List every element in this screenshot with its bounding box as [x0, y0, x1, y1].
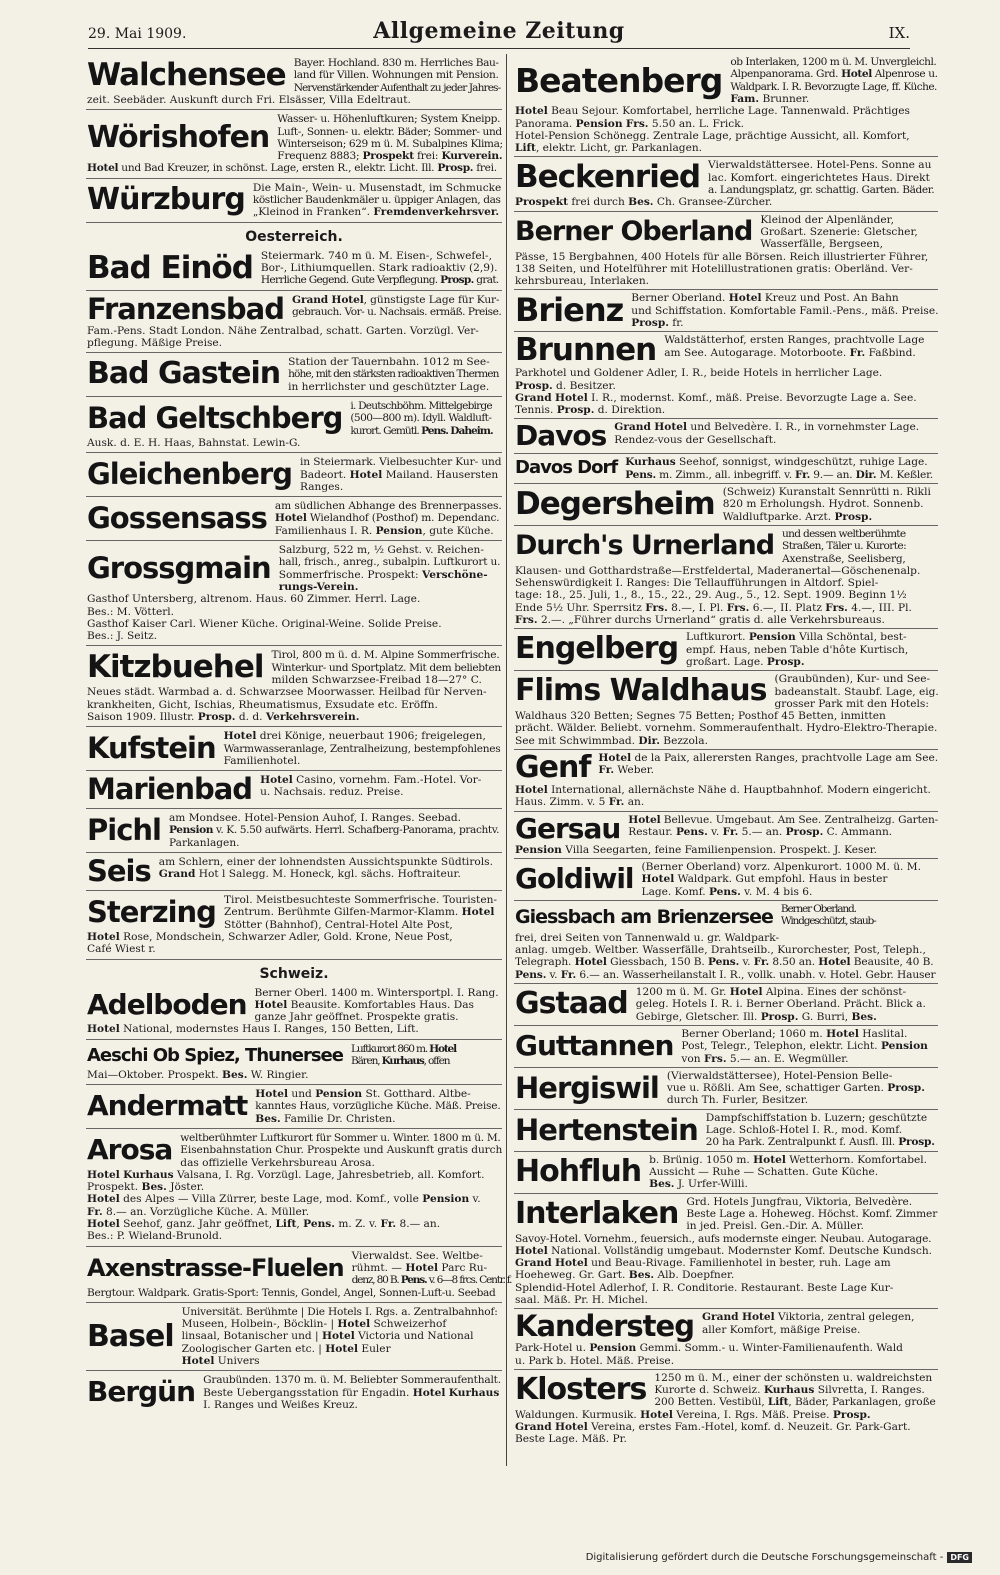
ad-line: rungs-Verein.: [278, 580, 359, 593]
ad-line: das offizielle Verkehrsbureau Arosa.: [180, 1156, 375, 1169]
ad-extra-line: Hotel Seehof, ganz. Jahr geöffnet, Lift, Pens. m. Z. v. Fr. 8.— an.: [87, 1218, 441, 1231]
ad-title-gossensass: Gossensass: [87, 501, 267, 536]
ad-line: und dessen weltberühmte: [782, 527, 906, 540]
ad-line: 1250 m ü. M., einer der schönsten u. waldreichsten: [654, 1371, 933, 1384]
ad-line: Hotel Waldpark. Gut empfohl. Haus in bester: [641, 873, 888, 886]
ad-line: Lage. Komf. Pens. v. M. 4 bis 6.: [641, 885, 813, 898]
ad-title-gstaad: Gstaad: [515, 986, 628, 1022]
ad-basel: [86, 1302, 502, 1371]
ad-line: Lage. Schloß-Hotel I. R., mod. Komf.: [705, 1124, 903, 1137]
ad-line: Dampfschiffstation b. Luzern; geschützte: [705, 1111, 928, 1124]
ad-title-arosa: Arosa: [87, 1132, 173, 1166]
ad-line: Grand Hotel und Belvedère. I. R., in vornehmster Lage.: [614, 421, 920, 434]
ad-extra-line: Pens. v. Fr. 6.— an. Wasserheilanstalt I. R., vollk. unabh. v. Hotel. Gebr. Hauser: [515, 968, 936, 981]
ad-extra-line: Gasthof Kaiser Carl. Wiener Küche. Original-Weine. Solide Preise.: [87, 617, 442, 630]
ad-line: Warmwasseranlage, Zentralheizung, bestempfohlenes: [223, 742, 501, 755]
ad-line: Winterseison; 629 m ü. M. Subalpines Klima;: [277, 137, 503, 150]
ad-degersheim: [514, 483, 938, 525]
ad-title-bad-gastein: Bad Gastein: [87, 356, 281, 392]
ad-berner-oberland: [514, 211, 938, 290]
ad-extra-line: Prospekt. Bes. Jöster.: [87, 1181, 205, 1194]
ad-line: Zoologischer Garten etc. | Hotel Euler: [181, 1342, 391, 1355]
ad-line: Winterkur- und Sportplatz. Mit dem beliebten: [271, 661, 501, 674]
ad-davos-dorf: [514, 453, 938, 483]
ad-line: Gebirge, Gletscher. Ill. Prosp. G. Burri, Bes.: [635, 1010, 877, 1023]
ad-extra-line: Fr. 8.— an. Vorzügliche Küche. A. Müller.: [87, 1205, 310, 1218]
ad-line: Pension v. K. 5.50 aufwärts. Herrl. Schafberg-Panorama, prachtv.: [168, 824, 500, 837]
ad-title-giessbach: Giessbach am Brienzersee: [515, 905, 773, 928]
ad-line: Hotel Beausite. Komfortables Haus. Das: [254, 998, 474, 1011]
ad-line: Parkanlagen.: [168, 836, 240, 849]
section-heading: Schweiz.: [86, 959, 502, 984]
ad-extra-line: Saison 1909. Illustr. Prosp. d. d. Verkehrsverein.: [87, 710, 360, 723]
ad-title-adelboden: Adelboden: [87, 987, 247, 1021]
ad-extra-line: Grand Hotel Vereina, erstes Fam.-Hotel, komf. d. Neuzeit. Gr. Park-Gart.: [515, 1421, 911, 1434]
ad-line: von Frs. 5.— an. E. Wegmüller.: [681, 1052, 849, 1065]
ad-line: Beste Lage a. Hoheweg. Höchst. Komf. Zimmer: [686, 1207, 938, 1220]
ad-line: Sommerfrische. Prospekt: Verschöne-: [278, 568, 488, 581]
ad-durchs-urnerland: [514, 525, 938, 628]
ad-extra-line: Ausk. d. E. H. Haas, Bahnstat. Lewin-G.: [87, 436, 301, 449]
ad-kitzbuehel: [86, 645, 502, 726]
ad-line: und Schiffstation. Komfortable Famil.-Pens., mäß. Preise.: [631, 304, 939, 317]
ad-extra-line: Haus. Zimm. v. 5 Fr. an.: [515, 796, 645, 809]
ad-title-guttannen: Guttannen: [515, 1028, 674, 1062]
ad-sterzing: [86, 890, 502, 959]
ad-line: Grd. Hotels Jungfrau, Viktoria, Belvedère.: [686, 1195, 913, 1208]
ad-genf: [514, 749, 938, 811]
ad-extra-line: Panorama. Pension Frs. 5.50 an. L. Frick.: [515, 117, 744, 130]
ad-line: großart. Lage. Prosp.: [686, 655, 805, 668]
ad-title-berner-oberland: Berner Oberland: [515, 215, 753, 247]
ad-title-brienz: Brienz: [515, 291, 624, 330]
ad-line: am See. Autogarage. Motorboote. Fr. Faßbind.: [664, 346, 916, 359]
ad-line: Berner Oberland; 1060 m. Hotel Haslital.: [681, 1027, 908, 1040]
ad-line: I. Ranges und Weißes Kreuz.: [203, 1398, 358, 1411]
ad-line: am Mondsee. Hotel-Pension Auhof, I. Ranges. Seebad.: [168, 812, 461, 825]
ad-line: Hotel de la Paix, allerersten Ranges, prachtvolle Lage am See.: [598, 752, 939, 765]
ad-line: Station der Tauernbahn. 1012 m See-: [288, 356, 490, 369]
ad-line: Tirol, 800 m ü. d. M. Alpine Sommerfrische.: [271, 649, 500, 662]
ad-title-axenstrasse: Axenstrasse-Fluelen: [87, 1253, 344, 1282]
ad-extra-line: anlag. umgeb. Weltber. Wasserfälle, Drahtseilb., Kurorchester, Post, Teleph.,: [515, 944, 926, 957]
ad-hohfluh: [514, 1151, 938, 1193]
ad-line: Kurhaus Seehof, sonnigst, windgeschützt, ruhige Lage.: [625, 456, 928, 469]
ad-line: Bayer. Hochland. 830 m. Herrliches Bau-: [293, 57, 499, 69]
ad-extra-line: Bes.: P. Wieland-Brunold.: [87, 1230, 223, 1243]
ad-line: Vierwaldst. See. Weltbe-: [351, 1249, 483, 1262]
ad-extra-line: Ende 5½ Uhr. Sperrsitz Frs. 8.—, I. Pl. Frs. 6.—, II. Platz Frs. 4.—, III. Pl.: [515, 601, 912, 614]
ad-line: Waldpark. I. R. Bevorzugte Lage, ff. Küche.: [730, 80, 937, 93]
ad-line: ob Interlaken, 1200 m ü. M. Unvergleichl.: [730, 56, 937, 68]
ad-line: Tirol. Meistbesuchteste Sommerfrische. Touristen-: [223, 894, 497, 907]
ad-line: köstlicher Baudenkmäler u. üppiger Anlagen, das: [252, 194, 501, 206]
ad-extra-line: Beste Lage. Mäß. Pr.: [515, 1433, 627, 1446]
ad-extra-line: Hotel und Bad Kreuzer, in schönst. Lage, ersten R., elektr. Licht. Ill. Prosp. frei.: [87, 162, 497, 175]
ad-line: durch Th. Furler, Besitzer.: [666, 1094, 809, 1107]
ad-line: 20 ha Park. Zentralpunkt f. Ausfl. Ill. Prosp.: [705, 1136, 935, 1149]
ad-line: Steiermark. 740 m ü. M. Eisen-, Schwefel-,: [260, 249, 492, 262]
ad-line: Straßen, Täler u. Kurorte:: [782, 540, 907, 553]
ad-extra-line: Neues städt. Warmbad a. d. Schwarzsee Moorwasser. Heilbad für Nerven-: [87, 686, 487, 699]
ad-line: Hotel Univers: [181, 1355, 260, 1368]
ad-extra-line: 138 Seiten, und Hotelführer mit Hotelillustrationen gratis: Oberländ. Ver-: [515, 262, 913, 275]
ad-title-engelberg: Engelberg: [515, 631, 679, 667]
ad-line: Badeort. Hotel Mailand. Hausersten: [300, 468, 499, 481]
ad-beatenberg: [514, 54, 938, 156]
ad-line: Wasser- u. Höhenluftkuren; System Kneipp.: [277, 113, 501, 126]
ad-line: Wasserfälle, Bergseen,: [760, 238, 883, 251]
ad-extra-line: Prosp. d. Besitzer.: [515, 379, 616, 392]
ad-title-degersheim: Degersheim: [515, 486, 715, 523]
ad-extra-line: u. Park b. Hotel. Mäß. Preise.: [515, 1354, 675, 1367]
ad-line: Universität. Berühmte | Die Hotels I. Rgs. a. Zentralbahnhof:: [181, 1305, 498, 1318]
ad-extra-line: Café Wiest r.: [87, 943, 156, 956]
ad-title-pichl: Pichl: [87, 813, 161, 848]
ad-extra-line: Hotel des Alpes — Villa Zürrer, beste Lage, mod. Komf., volle Pension v.: [87, 1193, 481, 1206]
page-header: [88, 18, 910, 48]
ad-title-bad-einoed: Bad Einöd: [87, 249, 253, 286]
ad-extra-line: saal. Mäß. Pr. H. Michel.: [515, 1293, 648, 1306]
ad-hergiswil: [514, 1067, 938, 1109]
ad-extra-line: Telegraph. Hotel Giessbach, 150 B. Pens. v. Fr. 8.50 an. Hotel Beausite, 40 B.: [515, 956, 934, 969]
ad-axenstrasse: [86, 1246, 512, 1302]
ad-line: Berner Oberl. 1400 m. Wintersportpl. I. Rang.: [254, 986, 499, 999]
ad-line: Grand Hotel, günstigste Lage für Kur-: [292, 293, 500, 306]
ad-line: denz, 80 B. Pens. v. 6—8 frcs. Centr. f.: [351, 1274, 512, 1287]
ad-extra-line: tage: 18., 25. Juli, 1., 8., 15., 22., 29. Aug., 5., 12. Sept. 1909. Beginn 1½: [515, 589, 907, 602]
ad-line: Hotel Wielandhof (Posthof) m. Dependanc.: [274, 512, 500, 525]
ad-extra-line: Mai—Oktober. Prospekt. Bes. W. Ringier.: [87, 1068, 309, 1081]
ad-extra-line: Tennis. Prosp. d. Direktion.: [515, 404, 666, 417]
ad-wuerzburg: [86, 178, 502, 222]
ad-title-basel: Basel: [87, 1318, 174, 1354]
ad-extra-line: Frs. 2.—. „Führer durchs Urnerland“ gratis d. alle Verkehrsbureaus.: [515, 614, 885, 627]
ad-line: linsaal, Botanischer und | Hotel Victoria und National: [181, 1330, 474, 1343]
ad-line: Die Main-, Wein- u. Musenstadt, im Schmucke: [252, 181, 502, 194]
ad-gossensass: [86, 496, 502, 540]
ad-grossgmain: [86, 540, 502, 645]
ad-line: Aussicht — Ruhe — Schatten. Gute Küche.: [649, 1165, 879, 1178]
ad-title-berguen: Bergün: [87, 1375, 196, 1409]
ad-line: Museen, Holbein-, Böcklin- | Hotel Schweizerhof: [181, 1318, 447, 1331]
ad-line: (Berner Oberland) vorz. Alpenkurort. 1000 M. ü. M.: [641, 860, 921, 873]
ad-line: am Schlern, einer der lohnendsten Aussichtspunkte Südtirols.: [158, 856, 493, 869]
ad-line: in jed. Preisl. Gen.-Dir. A. Müller.: [686, 1220, 864, 1233]
ad-line: weltberühmter Luftkurort für Sommer u. Winter. 1800 m ü. M.: [180, 1131, 501, 1144]
ad-bad-gastein: [86, 352, 502, 396]
ad-line: Ranges.: [300, 480, 344, 493]
ad-line: milden Schwarzsee-Freibad 18—27° C.: [271, 674, 482, 687]
ad-line: badeanstalt. Staubf. Lage, eig.: [774, 685, 939, 698]
ad-line: u. Nachsais. reduz. Preise.: [260, 786, 404, 799]
ad-line: Kleinod der Alpenländer,: [760, 213, 894, 226]
ad-line: Hotel drei Könige, neuerbaut 1906; freigelegen,: [223, 730, 486, 743]
ad-title-sterzing: Sterzing: [87, 895, 216, 930]
ad-line: aller Komfort, mäßige Preise.: [701, 1323, 861, 1336]
ad-line: Stötter (Bahnhof), Central-Hotel Alte Post,: [223, 918, 453, 931]
ad-line: Waldstätterhof, ersten Ranges, prachtvolle Lage: [664, 334, 925, 347]
ad-line: Frequenz 8883; Prospekt frei: Kurverein.: [277, 150, 503, 163]
ad-title-walchensee: Walchensee: [87, 57, 286, 93]
ad-line: rühmt. — Hotel Parc Ru-: [351, 1261, 488, 1274]
ad-flims-waldhaus: [514, 670, 938, 749]
ad-line: (Vierwaldstättersee), Hotel-Pension Belle-: [666, 1069, 893, 1082]
ad-title-davos: Davos: [515, 419, 607, 453]
ad-extra-line: Splendid-Hotel Adlerhof, I. R. Conditorie. Restaurant. Beste Lage Kur-: [515, 1281, 894, 1294]
ad-line: Rendez-vous der Gesellschaft.: [614, 433, 777, 446]
section-heading: Oesterreich.: [86, 222, 502, 247]
digitization-footer: [586, 1552, 972, 1563]
ad-line: in herrlichster und geschützter Lage.: [288, 380, 490, 393]
ad-franzensbad: [86, 290, 502, 353]
ad-line: Großart. Szenerie: Gletscher,: [760, 225, 918, 238]
ad-gersau: [514, 811, 938, 858]
ad-extra-line: Parkhotel und Goldener Adler, I. R., beide Hotels in herrlicher Lage.: [515, 367, 883, 380]
newspaper-title: Allgemeine Zeitung: [373, 18, 625, 44]
ad-guttannen: [514, 1025, 938, 1067]
ad-davos: [514, 418, 938, 453]
ad-line: i. Deutschböhm. Mittelgebirge: [350, 400, 492, 413]
ad-title-kufstein: Kufstein: [87, 731, 216, 766]
ad-line: Prosp. fr.: [631, 316, 684, 329]
ad-title-hergiswil: Hergiswil: [515, 1070, 659, 1105]
left-column: [86, 54, 512, 1464]
ad-line: Grand Hot l Salegg. M. Honeck, kgl. sächs. Hoftraiteur.: [158, 868, 461, 881]
ad-line: Grand Hotel Viktoria, zentral gelegen,: [701, 1311, 915, 1324]
ad-title-andermatt: Andermatt: [87, 1089, 248, 1123]
ad-line: Restaur. Pens. v. Fr. 5.— an. Prosp. C. Ammann.: [628, 825, 893, 838]
ad-line: Bor-, Lithiumquellen. Stark radioaktiv (2,9).: [260, 261, 498, 274]
ad-extra-line: Waldhaus 320 Betten; Segnes 75 Betten; Posthof 45 Betten, inmitten: [515, 710, 886, 723]
ad-extra-line: pflegung. Mäßige Preise.: [87, 336, 223, 349]
ad-extra-line: zeit. Seebäder. Auskunft durch Fri. Elsässer, Villa Edeltraut.: [87, 93, 411, 106]
ad-giessbach: [514, 900, 938, 983]
ad-extra-line: Klausen- und Gotthardstraße—Erstfeldertal, Maderanertal—Göschenenalp.: [515, 564, 921, 577]
ad-line: empf. Haus, neben Table d'hôte Kurtisch,: [686, 643, 909, 656]
ad-line: Herrliche Gegend. Gute Verpflegung. Prosp. grat.: [260, 274, 499, 287]
ad-title-goldiwil: Goldiwil: [515, 861, 634, 895]
dfg-logo: DFG: [947, 1552, 972, 1563]
ad-line: Hotel und Pension St. Gotthard. Altbe-: [255, 1088, 471, 1101]
ad-title-flims-waldhaus: Flims Waldhaus: [515, 673, 767, 709]
ad-extra-line: Lift, elektr. Licht, gr. Parkanlagen.: [515, 142, 703, 155]
ad-line: (Graubünden), Kur- und See-: [774, 673, 931, 686]
ad-line: Luft-, Sonnen- u. elektr. Bäder; Sommer- und: [277, 125, 502, 138]
ad-bad-geltschberg: [86, 396, 502, 452]
ad-walchensee: [86, 54, 502, 109]
ad-line: höhe, mit den stärksten radioaktiven Thermen: [288, 368, 499, 381]
ad-line: Vierwaldstättersee. Hotel-Pens. Sonne au: [708, 159, 932, 172]
ad-line: Bes. J. Urfer-Willi.: [649, 1178, 748, 1191]
ad-title-gleichenberg: Gleichenberg: [87, 457, 292, 492]
ad-seis: [86, 852, 502, 890]
ad-extra-line: Hoeheweg. Gr. Gart. Bes. Alb. Doepfner.: [515, 1269, 735, 1282]
ad-title-brunnen: Brunnen: [515, 332, 657, 369]
ad-line: 200 Betten. Vestibül, Lift, Bäder, Parkanlagen, große: [654, 1396, 936, 1409]
ad-bad-einoed: [86, 247, 502, 290]
ad-title-franzensbad: Franzensbad: [87, 291, 285, 326]
ad-line: Pens. m. Zimm., all. inbegriff. v. Fr. 9.— an. Dir. M. Keßler.: [625, 468, 933, 481]
ad-extra-line: Bes.: M. Vötterl.: [87, 605, 175, 618]
ad-line: vue u. Rößli. Am See, schattiger Garten. Prosp.: [666, 1082, 925, 1095]
ad-title-durchs-urnerland: Durch's Urnerland: [515, 529, 775, 561]
ad-extra-line: krankheiten, Gicht, Ischias, Rheumatismus, Exsudate etc. Eröffn.: [87, 698, 438, 711]
ad-title-wuerzburg: Würzburg: [87, 181, 245, 217]
ad-brunnen: [514, 331, 938, 418]
ad-title-hohfluh: Hohfluh: [515, 1153, 642, 1189]
ad-arosa: [86, 1128, 502, 1246]
ad-line: 820 m Erholungsh. Hydrot. Sonnenb.: [722, 498, 924, 511]
ad-line: grosser Park mit den Hotels:: [774, 697, 929, 710]
ad-line: Alpenpanorama. Grd. Hotel Alpenrose u.: [730, 68, 938, 81]
ad-line: Hotel Casino, vornehm. Fam.-Hotel. Vor-: [260, 774, 482, 787]
ad-line: Salzburg, 522 m, ½ Gehst. v. Reichen-: [278, 544, 484, 557]
ad-line: gebrauch. Vor- u. Nachsais. ermäß. Preise.: [292, 305, 502, 318]
ad-brienz: [514, 289, 938, 331]
ad-line: Kurorte d. Schweiz. Kurhaus Silvretta, I. Ranges.: [654, 1384, 925, 1397]
ad-beckenried: [514, 156, 938, 210]
ad-title-seis: Seis: [87, 854, 151, 889]
ad-extra-line: Pässe, 15 Bergbahnen, 400 Hotels für alle Börsen. Reich illustrierter Führer,: [515, 250, 929, 263]
ad-title-aeschi: Aeschi Ob Spiez, Thunersee: [87, 1044, 343, 1066]
ad-line: Zentrum. Berühmte Gilfen-Marmor-Klamm. Hotel: [223, 906, 495, 919]
ad-line: kurort. Gemütl. Pens. Daheim.: [350, 424, 493, 437]
issue-date: 29. Mai 1909.: [88, 26, 187, 42]
ad-title-hertenstein: Hertenstein: [515, 1112, 698, 1147]
ad-title-klosters: Klosters: [515, 1371, 647, 1407]
ad-kufstein: [86, 726, 502, 770]
right-column: [514, 54, 938, 1470]
ad-line: a. Landungsplatz, gr. schattig. Garten. Bäder.: [708, 183, 935, 196]
ad-extra-line: Fam.-Pens. Stadt London. Nähe Zentralbad, schatt. Garten. Vorzügl. Ver-: [87, 324, 479, 337]
ad-gleichenberg: [86, 452, 502, 496]
ad-line: „Kleinod in Franken“. Fremdenverkehrsver.: [252, 206, 500, 219]
ad-kandersteg: [514, 1308, 938, 1369]
ad-line: Bären, Kurhaus, offen: [350, 1055, 450, 1068]
ad-extra-line: kehrsbureau, Interlaken.: [515, 275, 650, 288]
ad-line: Berner Oberland. Hotel Kreuz und Post. An Bahn: [631, 292, 899, 305]
ad-extra-line: prächt. Wälder. Beliebt. vornehm. Sommeraufenthalt. Hydro-Elektro-Therapie.: [515, 722, 938, 735]
ad-interlaken: [514, 1193, 938, 1309]
ad-line: (500—800 m). Idyll. Waldluft-: [350, 412, 492, 425]
ad-line: hall, frisch., anreg., subalpin. Luftkurort u.: [278, 556, 501, 569]
ad-title-interlaken: Interlaken: [515, 1195, 679, 1231]
ad-extra-line: Hotel International, allernächste Nähe d. Hauptbahnhof. Modern eingericht.: [515, 784, 931, 797]
ad-line: Post, Telegr., Telephon, elektr. Licht. Pension: [681, 1040, 928, 1053]
ad-line: Waldluftparke. Arzt. Prosp.: [722, 510, 873, 523]
ad-line: ganze Jahr geöffnet. Prospekte gratis.: [254, 1011, 459, 1024]
ad-title-bad-geltschberg: Bad Geltschberg: [87, 401, 343, 436]
ad-aeschi: [86, 1039, 502, 1084]
ad-extra-line: See mit Schwimmbad. Dir. Bezzola.: [515, 734, 708, 747]
ad-line: Fam. Brunner.: [730, 92, 810, 105]
ad-line: Luftkurort 860 m. Hotel: [350, 1042, 456, 1055]
ad-line: Nervenstärkender Aufenthalt zu jeder Jahres-: [293, 81, 501, 94]
ad-title-grossgmain: Grossgmain: [87, 551, 271, 586]
ad-line: Axenstraße, Seelisberg,: [782, 552, 906, 565]
ad-line: Familienhotel.: [223, 754, 301, 767]
ad-extra-line: Prospekt frei durch Bes. Ch. Gransee-Zürcher.: [515, 196, 773, 209]
ad-hertenstein: [514, 1109, 938, 1151]
ad-line: Familienhaus I. R. Pension, gute Küche.: [274, 524, 494, 537]
ad-extra-line: Waldungen. Kurmusik. Hotel Vereina, I. Rgs. Mäß. Preise. Prosp.: [515, 1408, 871, 1421]
ad-title-kitzbuehel: Kitzbuehel: [87, 649, 264, 686]
ad-pichl: [86, 808, 502, 852]
page-number: IX.: [888, 24, 910, 42]
ad-gstaad: [514, 983, 938, 1025]
ad-marienbad: [86, 770, 502, 808]
ad-extra-line: Sehenswürdigkeit I. Ranges: Die Tellaufführungen in Altdorf. Spiel-: [515, 577, 879, 590]
ad-line: Windgeschützt, staub-: [780, 915, 876, 928]
ad-line: Fr. Weber.: [598, 764, 655, 777]
ad-extra-line: Bergtour. Waldpark. Gratis-Sport: Tennis, Gondel, Angel, Sonnen-Luft-u. Seebad: [87, 1286, 496, 1299]
ad-extra-line: Hotel National, modernstes Haus I. Ranges, 150 Betten, Lift.: [87, 1023, 419, 1036]
ad-line: lac. Komfort. eingerichtetes Haus. Direkt: [708, 171, 930, 184]
ad-title-davos-dorf: Davos Dorf: [515, 457, 618, 479]
ad-andermatt: [86, 1084, 502, 1128]
ad-line: Graubünden. 1370 m. ü. M. Beliebter Sommeraufenthalt.: [203, 1374, 501, 1387]
ad-title-woerishofen: Wörishofen: [87, 120, 270, 156]
ad-line: in Steiermark. Vielbesuchter Kur- und: [300, 456, 502, 469]
ad-line: Luftkurort. Pension Villa Schöntal, best-: [686, 631, 907, 644]
ad-line: 1200 m ü. M. Gr. Hotel Alpina. Eines der schönst-: [635, 986, 907, 999]
ad-title-beatenberg: Beatenberg: [515, 61, 723, 100]
ad-adelboden: [86, 984, 502, 1039]
ad-line: Hotel Bellevue. Umgebaut. Am See. Zentralheizg. Garten-: [628, 813, 939, 826]
ad-extra-line: Grand Hotel und Beau-Rivage. Familienhotel in bester, ruh. Lage am: [515, 1257, 891, 1270]
ad-line: Eisenbahnstation Chur. Prospekte und Auskunft gratis durch: [180, 1144, 503, 1157]
ad-title-gersau: Gersau: [515, 811, 621, 845]
ad-extra-line: Hotel-Pension Schönegg. Zentrale Lage, prächtige Aussicht, all. Komfort,: [515, 129, 910, 142]
header-rule: [88, 48, 910, 49]
ad-title-genf: Genf: [515, 750, 591, 786]
ad-line: kanntes Haus, vorzügliche Küche. Mäß. Preise.: [255, 1100, 501, 1113]
ad-extra-line: Hotel National. Vollständig umgebaut. Modernster Komf. Deutsche Kundsch.: [515, 1244, 933, 1257]
footer-text: Digitalisierung gefördert durch die Deutsche Forschungsgemeinschaft -: [585, 1552, 944, 1563]
ad-line: am südlichen Abhange des Brennerpasses.: [274, 500, 502, 513]
ad-extra-line: Hotel Beau Sejour. Komfortabel, herrliche Lage. Tannenwald. Prächtiges: [515, 105, 910, 118]
ad-line: Bes. Familie Dr. Christen.: [255, 1112, 396, 1125]
ad-extra-line: Park-Hotel u. Pension Gemmi. Somm.- u. Winter-Familienaufenth. Wald: [515, 1342, 903, 1355]
ad-line: (Schweiz) Kuranstalt Sennrütti n. Rikli: [722, 486, 931, 499]
ad-berguen: [86, 1370, 502, 1414]
ad-line: Berner Oberland.: [780, 902, 856, 915]
ad-extra-line: Savoy-Hotel. Vornehm., feuersich., aufs modernste einger. Neubau. Autogarage.: [515, 1232, 932, 1245]
ad-extra-line: Pension Villa Seegarten, feine Familienpension. Prospekt. J. Keser.: [515, 843, 878, 856]
column-divider: [506, 54, 507, 1466]
ad-line: Beste Uebergangsstation für Engadin. Hotel Kurhaus: [203, 1386, 500, 1399]
ad-goldiwil: [514, 858, 938, 900]
ad-extra-line: frei, drei Seiten von Tannenwald u. gr. Waldpark-: [515, 931, 780, 944]
ad-line: land für Villen. Wohnungen mit Pension.: [293, 69, 499, 82]
ad-woerishofen: [86, 109, 502, 178]
ad-line: b. Brünig. 1050 m. Hotel Wetterhorn. Komfortabel.: [649, 1153, 928, 1166]
ad-extra-line: Grand Hotel I. R., modernst. Komf., mäß. Preise. Bevorzugte Lage a. See.: [515, 391, 917, 404]
ad-engelberg: [514, 628, 938, 670]
ad-extra-line: Hotel Rose, Mondschein, Schwarzer Adler, Gold. Krone, Neue Post,: [87, 930, 453, 943]
ad-extra-line: Hotel Kurhaus Valsana, I. Rg. Vorzügl. Lage, Jahresbetrieb, all. Komfort.: [87, 1168, 485, 1181]
ad-title-marienbad: Marienbad: [87, 772, 253, 807]
ad-extra-line: Bes.: J. Seitz.: [87, 630, 158, 643]
ad-klosters: [514, 1369, 938, 1448]
ad-extra-line: Gasthof Untersberg, altrenom. Haus. 60 Zimmer. Herrl. Lage.: [87, 593, 421, 606]
ad-title-kandersteg: Kandersteg: [515, 1309, 694, 1344]
ad-line: geleg. Hotels I. R. i. Berner Oberland. Prächt. Blick a.: [635, 998, 926, 1011]
ad-title-beckenried: Beckenried: [515, 159, 701, 196]
